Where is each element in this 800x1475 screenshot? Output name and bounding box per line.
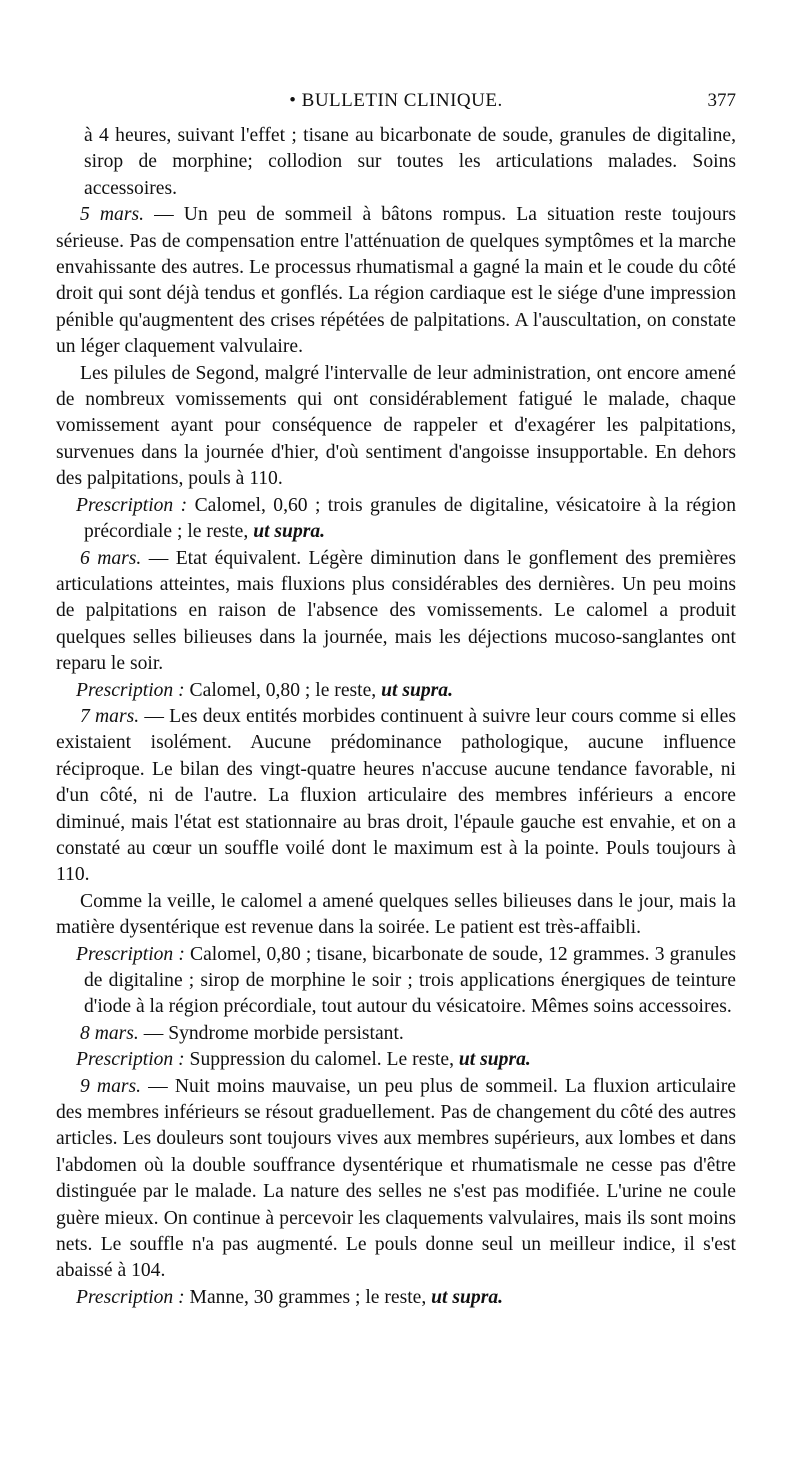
paragraph-text: Comme la veille, le calomel a amené quelques selles bilieuses dans le jour, mais la matière dysentérique est revenue dans la soirée. Le patient est très-affaibli.	[56, 890, 736, 939]
entry-date: 7 mars.	[80, 705, 140, 727]
prescription-7-mars	[56, 942, 736, 1021]
entry-9-mars	[56, 1074, 736, 1285]
entry-date: 5 mars.	[80, 204, 144, 226]
prescription-label: Prescription :	[76, 1286, 185, 1308]
entry-text: — Syndrome morbide persistant.	[138, 1022, 404, 1044]
page-number: 377	[707, 90, 736, 111]
prescription-text: Manne, 30 grammes ; le reste,	[184, 1286, 432, 1308]
entry-5-mars	[56, 202, 736, 360]
entry-date: 8 mars.	[80, 1022, 139, 1044]
paragraph-segond	[56, 361, 736, 493]
prescription-8-mars	[56, 1047, 736, 1073]
entry-date: 9 mars.	[80, 1075, 142, 1097]
entry-6-mars	[56, 546, 736, 678]
entry-8-mars	[56, 1021, 736, 1047]
prescription-latin: ut supra.	[253, 521, 326, 543]
running-head	[56, 88, 736, 118]
entry-text: — Les deux entités morbides continuent à suivre leur cours comme si elles existaient isolément. Aucune prédominance pathologique, aucune influence réciproque. Le bilan des vingt-quatre heures n'accuse aucune tendance favorable, ni d'un côté, ni de l'autre. La fluxion articulaire des membres inférieurs a encore diminué, mais l'état est stationnaire au bras droit, l'épaule gauche est envahie, et on a constaté au cœur un souffle voilé dont le maximum est à la pointe. Pouls toujours à 110.	[56, 705, 736, 886]
paragraph-continuation	[56, 123, 736, 202]
prescription-label: Prescription :	[76, 1049, 185, 1071]
prescription-label: Prescription :	[76, 943, 185, 965]
body-text	[56, 123, 736, 1311]
prescription-text: Calomel, 0,60 ; trois granules de digitaline, vésicatoire à la région précordiale ; le reste,	[84, 494, 737, 543]
entry-text: — Nuit moins mauvaise, un peu plus de sommeil. La fluxion articulaire des membres inférieurs se résout graduellement. Pas de changement du côté des autres articles. Les douleurs sont toujours vives aux membres supérieurs, aux lombes et dans l'abdomen où la double souffrance dysentérique et rhumatismale ne cesse pas d'être distinguée par le malade. La nature des selles ne s'est pas modifiée. L'urine ne coule guère mieux. On continue à percevoir les claquements valvulaires, mais ils sont moins nets. Le souffle n'a pas augmenté. Le pouls donne seul un meilleur indice, il s'est abaissé à 104.	[56, 1075, 736, 1282]
paragraph-calomel	[56, 889, 736, 942]
entry-7-mars	[56, 704, 736, 889]
prescription-text: Calomel, 0,80 ; le reste,	[184, 679, 382, 701]
prescription-label: Prescription :	[76, 494, 188, 516]
entry-date: 6 mars.	[80, 547, 142, 569]
prescription-5-mars	[56, 493, 736, 546]
entry-text: — Etat équivalent. Légère diminution dans le gonflement des premières articulations atteintes, mais fluxions plus considérables des dernières. Un peu moins de palpitations en raison de l'absence des vomissements. Le calomel a produit quelques selles bilieuses dans la journée, mais les déjections mucoso-sanglantes ont reparu le soir.	[56, 547, 736, 675]
paragraph-text: à 4 heures, suivant l'effet ; tisane au bicarbonate de soude, granules de digitaline, sirop de morphine; collodion sur toutes les articulations malades. Soins accessoires.	[84, 125, 736, 199]
prescription-9-mars	[56, 1285, 736, 1311]
prescription-label: Prescription :	[76, 679, 185, 701]
prescription-latin: ut supra.	[458, 1049, 531, 1071]
running-title: • BULLETIN CLINIQUE.	[289, 90, 503, 111]
prescription-text: Calomel, 0,80 ; tisane, bicarbonate de soude, 12 grammes. 3 granules de digitaline ; sirop de morphine le soir ; trois applications énergiques de teinture d'iode à la région précordiale, tout autour du vésicatoire. Mêmes soins accessoires.	[84, 943, 737, 1018]
prescription-text: Suppression du calomel. Le reste,	[184, 1049, 459, 1071]
paragraph-text: Les pilules de Segond, malgré l'intervalle de leur administration, ont encore amené de nombreux vomissements qui ont considérablement fatigué le malade, chaque vomissement ayant pour conséquence de rappeler et d'exagérer les palpitations, survenues dans la journée d'hier, d'où sentiment d'angoisse insupportable. En dehors des palpitations, pouls à 110.	[56, 362, 736, 490]
prescription-6-mars	[56, 678, 736, 704]
entry-text: — Un peu de sommeil à bâtons rompus. La situation reste toujours sérieuse. Pas de compensation entre l'atténuation de quelques symptômes et la marche envahissante des autres. Le processus rhumatismal a gagné la main et le coude du côté droit qui sont déjà tendus et gonflés. La région cardiaque est le siége d'une impression pénible qu'augmentent des crises répétées de palpitations. A l'auscultation, on constate un léger claquement valvulaire.	[56, 204, 736, 358]
prescription-latin: ut supra.	[381, 679, 453, 701]
prescription-latin: ut supra.	[431, 1286, 504, 1308]
